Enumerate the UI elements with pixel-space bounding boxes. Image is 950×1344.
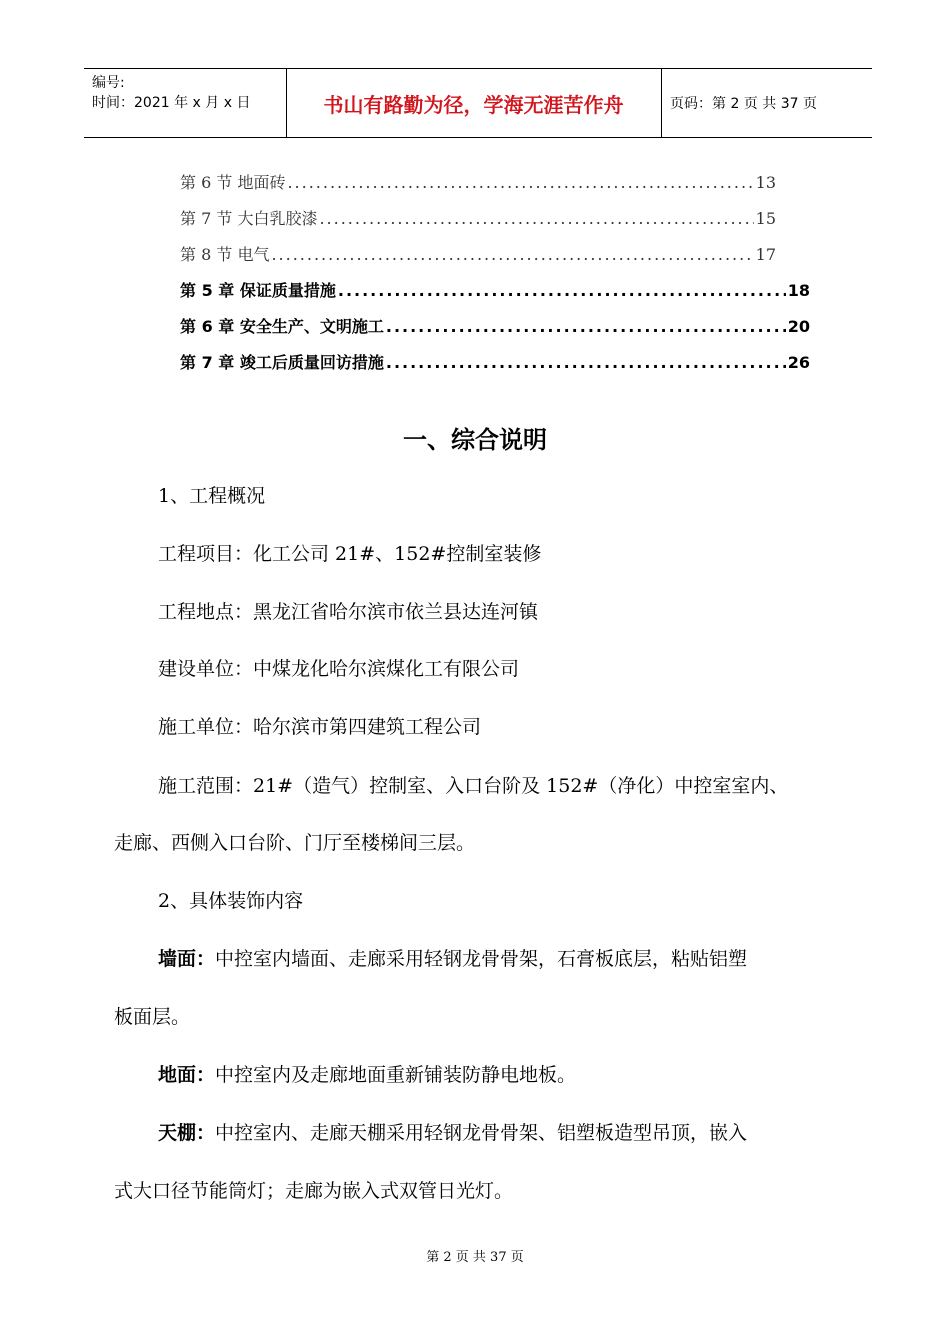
header-page-info: 页码：第 2 页 共 37 页 <box>670 96 817 112</box>
page-footer: 第 2 页 共 37 页 <box>426 1250 524 1265</box>
project-owner: 建设单位：中煤龙化哈尔滨煤化工有限公司 <box>158 658 520 680</box>
toc-entry <box>180 350 810 373</box>
wall-label: 墙面： <box>158 948 216 970</box>
header-divider <box>661 69 662 137</box>
toc-leader <box>386 353 786 372</box>
ceiling-label: 天棚： <box>158 1122 216 1144</box>
page-header <box>84 68 872 138</box>
toc-entry-page: 18 <box>787 281 810 300</box>
document-time: 时间：2021 年 x 月 x 日 <box>92 95 251 111</box>
toc-entry-label: 第 5 章 保证质量措施 <box>180 281 336 300</box>
project-contractor: 施工单位：哈尔滨市第四建筑工程公司 <box>158 716 482 738</box>
project-location: 工程地点：黑龙江省哈尔滨市依兰县达连河镇 <box>158 601 539 623</box>
header-motto: 书山有路勤为径，学海无涯苦作舟 <box>323 92 624 117</box>
ceiling-paragraph <box>158 1118 747 1145</box>
floor-paragraph <box>158 1060 576 1087</box>
toc-entry-label: 第 7 节 大白乳胶漆 <box>180 209 318 228</box>
ceiling-text-continued: 式大口径节能筒灯；走廊为嵌入式双管日光灯。 <box>114 1180 514 1202</box>
toc-entry-page: 17 <box>755 245 776 264</box>
toc-entry <box>180 242 776 265</box>
toc-entry-page: 26 <box>787 353 810 372</box>
project-scope-line: 施工范围：21#（造气）控制室、入口台阶及 152#（净化）中控室室内、 <box>158 775 789 797</box>
toc-leader <box>386 317 786 336</box>
wall-text: 中控室内墙面、走廊采用轻钢龙骨骨架，石膏板底层，粘贴铝塑 <box>215 948 748 970</box>
project-name: 工程项目：化工公司 21#、152#控制室装修 <box>158 543 542 565</box>
toc-leader <box>287 173 753 192</box>
project-scope-line: 走廊、西侧入口台阶、门厅至楼梯间三层。 <box>114 832 476 854</box>
header-meta <box>92 73 250 113</box>
subsection-title: 2、具体装饰内容 <box>158 890 304 912</box>
toc-leader <box>338 281 786 300</box>
toc-entry-label: 第 6 章 安全生产、文明施工 <box>180 317 384 336</box>
wall-text-continued: 板面层。 <box>114 1006 191 1028</box>
toc-entry-label: 第 7 章 竣工后质量回访措施 <box>180 353 384 372</box>
floor-label: 地面： <box>158 1064 216 1086</box>
ceiling-text: 中控室内、走廊天棚采用轻钢龙骨骨架、铝塑板造型吊顶，嵌入 <box>215 1122 748 1144</box>
toc-entry <box>180 278 810 301</box>
wall-paragraph <box>158 944 747 971</box>
section-title: 一、综合说明 <box>403 426 547 454</box>
subsection-title: 1、工程概况 <box>158 485 266 507</box>
toc-leader <box>271 245 753 264</box>
toc-entry-page: 13 <box>755 173 776 192</box>
toc-leader <box>319 209 753 228</box>
document-number: 编号: <box>92 75 125 91</box>
toc-entry-page: 20 <box>787 317 810 336</box>
toc-entry <box>180 170 776 193</box>
floor-text: 中控室内及走廊地面重新铺装防静电地板。 <box>215 1064 577 1086</box>
toc-entry-label: 第 8 节 电气 <box>180 245 270 264</box>
toc-entry-page: 15 <box>755 209 776 228</box>
toc-entry-label: 第 6 节 地面砖 <box>180 173 286 192</box>
toc-entry <box>180 314 810 337</box>
toc-entry <box>180 206 776 229</box>
